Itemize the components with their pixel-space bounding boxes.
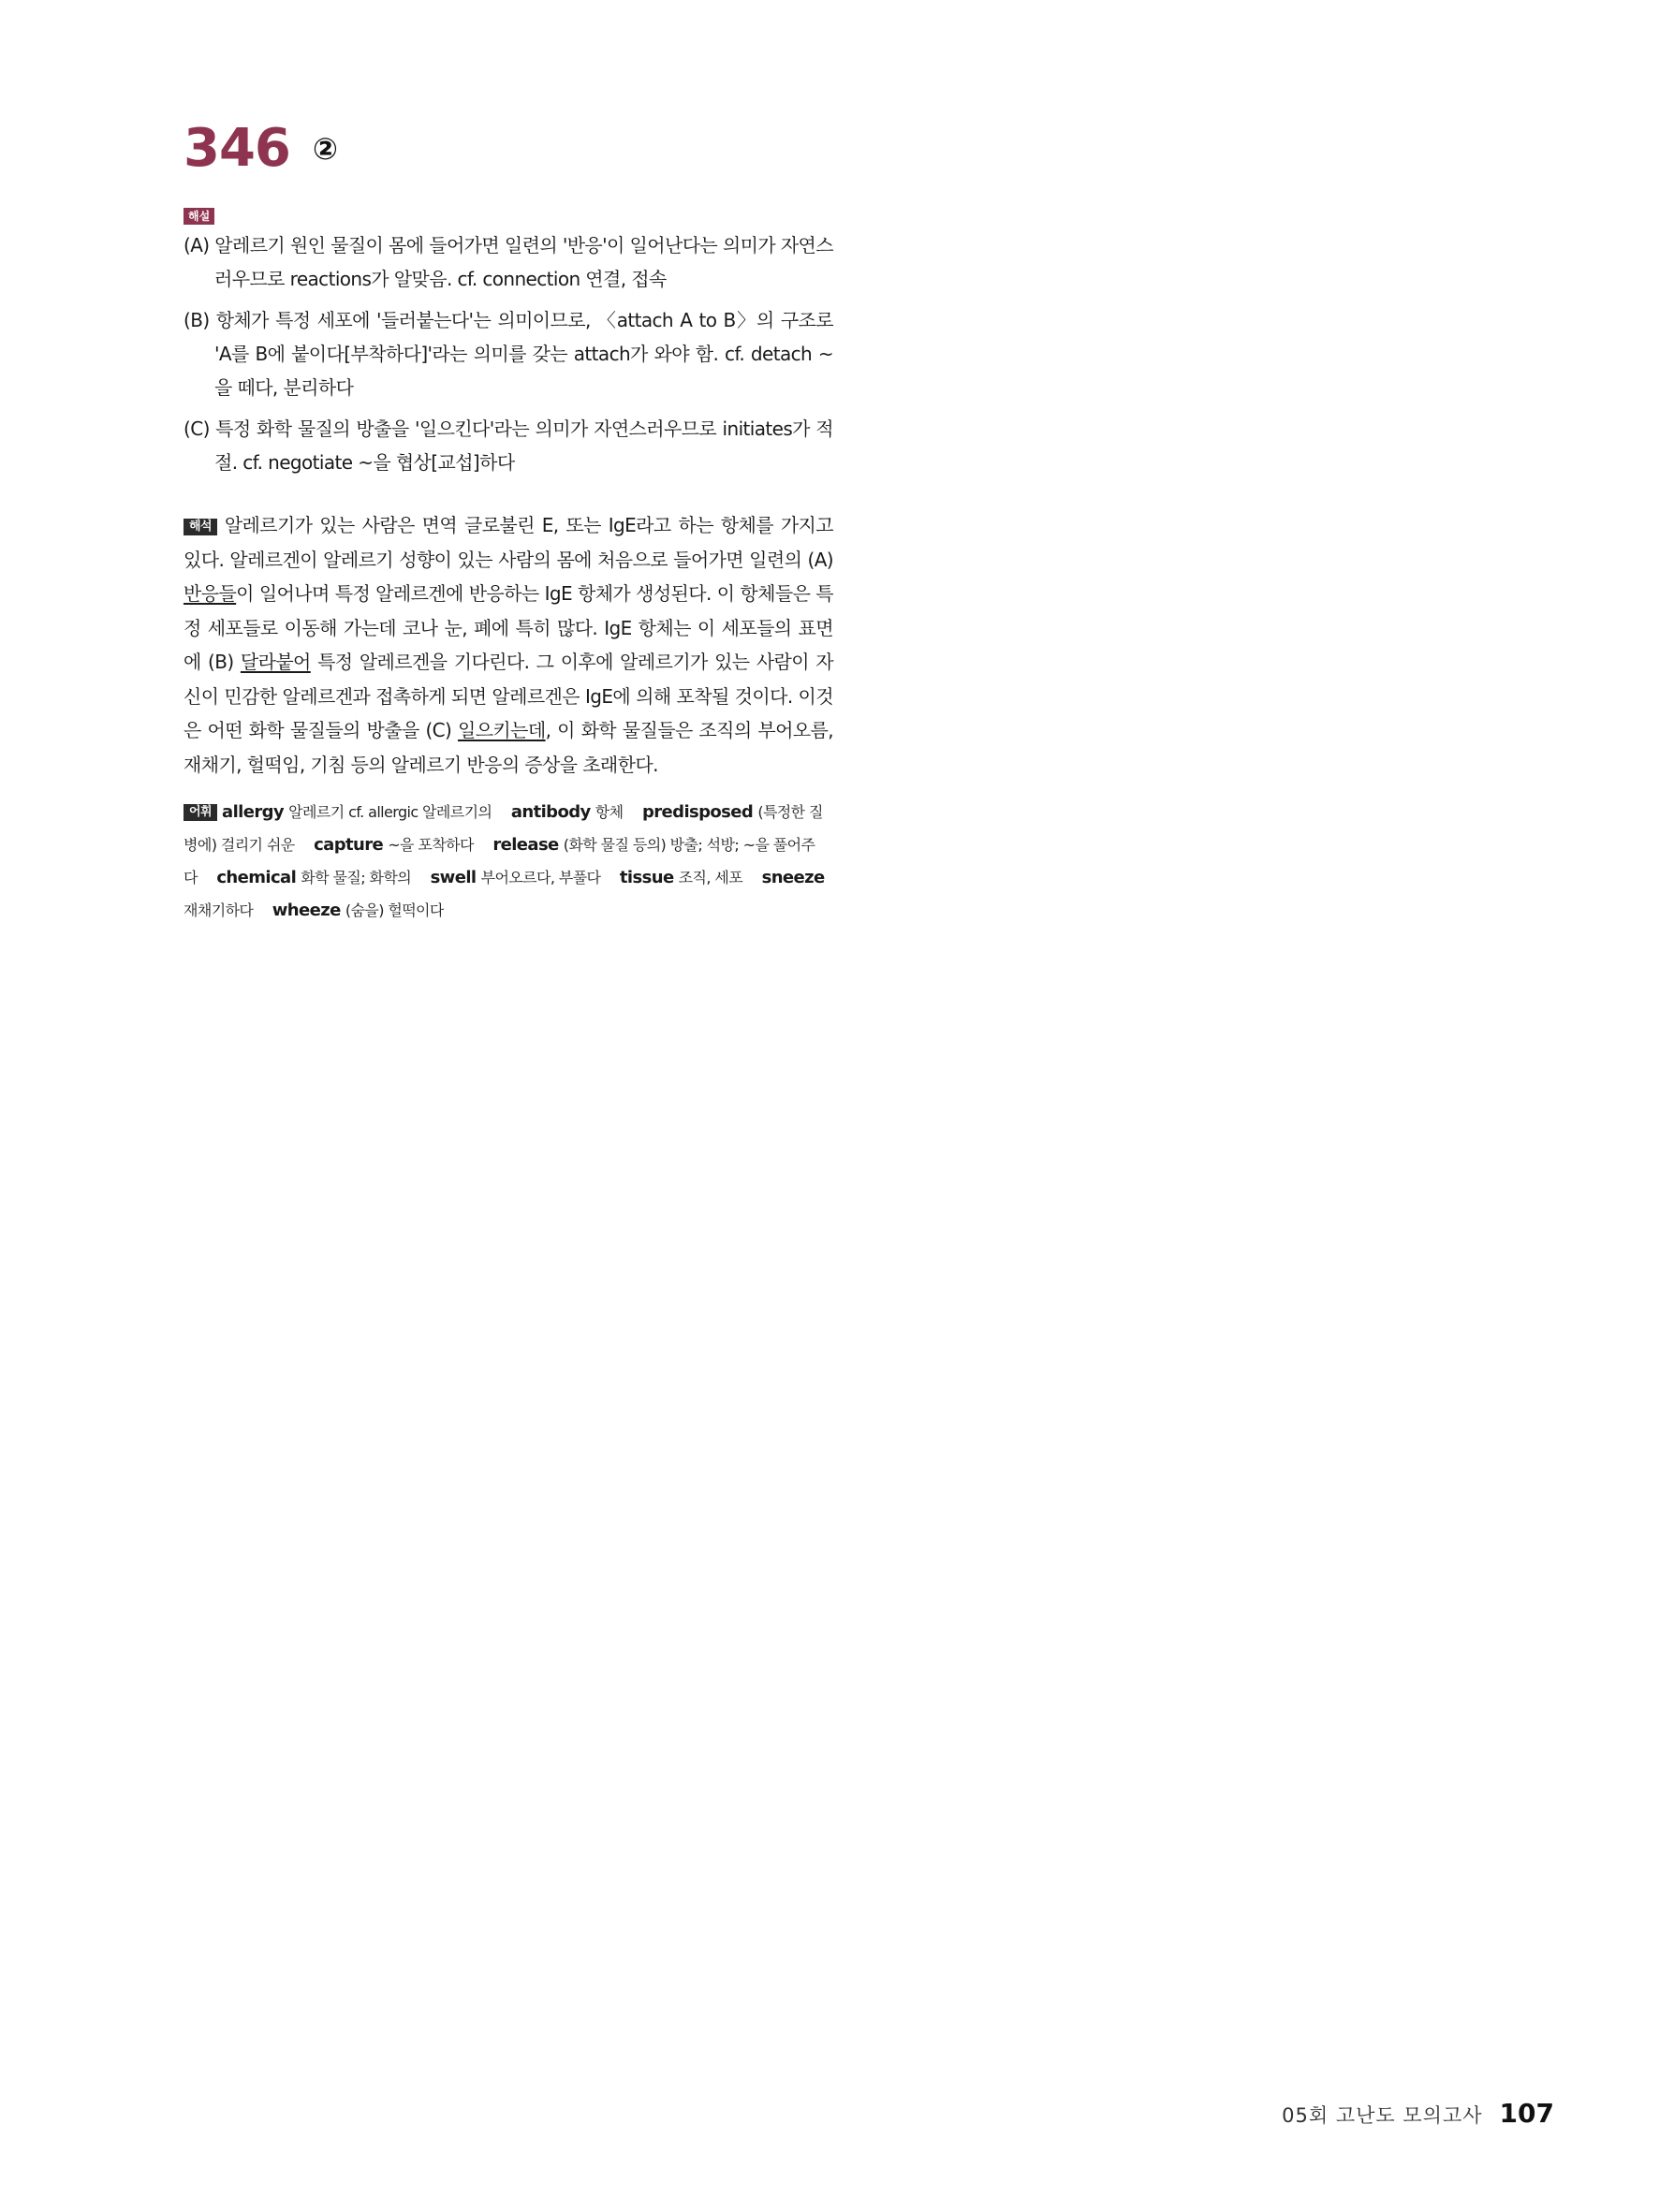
vocab-word: allergy xyxy=(222,802,285,822)
vocab-meaning: 부어오르다, 부풀다 xyxy=(480,869,601,886)
vocab-word: release xyxy=(492,835,559,855)
explanation-item-a: (A) 알레르기 원인 물질이 몸에 들어가면 일련의 '반응'이 일어난다는 의미가 자연스러우므로 reactions가 알맞음. cf. connection 연결, 접속 xyxy=(184,234,833,290)
explanation-item-b: (B) 항체가 특정 세포에 '들러붙는다'는 의미이므로, 〈attach A to B〉의 구조로 'A를 B에 붙이다[부착하다]'라는 의미를 갖는 attach가 와야 함. cf. detach ~을 떼다, 분리하다 xyxy=(184,309,833,399)
vocab-meaning: 조직, 세포 xyxy=(678,869,743,886)
underlined-answer-b: 달라붙어 xyxy=(240,651,311,673)
vocabulary-list xyxy=(184,796,833,927)
page-footer xyxy=(1282,2098,1554,2129)
vocab-word: tissue xyxy=(619,868,674,887)
translation-tag: 해석 xyxy=(184,519,217,535)
vocab-word: sneeze xyxy=(761,868,825,887)
vocab-word: wheeze xyxy=(272,901,341,920)
translation-text-2: 이 일어나며 특정 알레르겐에 반응하는 IgE 항체가 생성된다. 이 항체들은 특정 세포들로 이동해 가는데 코나 눈, 폐에 특히 많다. IgE 항체는 이 세포들의 표면에 (B) xyxy=(184,582,833,673)
vocab-word: capture xyxy=(314,835,384,855)
question-header xyxy=(184,118,338,179)
underlined-answer-a: 반응들 xyxy=(184,582,237,605)
footer-section-title: 05회 고난도 모의고사 xyxy=(1282,2104,1483,2127)
vocab-meaning: 화학 물질; 화학의 xyxy=(301,869,412,886)
vocab-meaning: ~을 포착하다 xyxy=(388,836,474,854)
vocab-meaning: (화학 물질 등의) 방출; 석방; ~을 풀어주다 xyxy=(184,836,815,886)
question-number: 346 xyxy=(184,118,290,179)
underlined-answer-c: 일으키는데 xyxy=(457,719,546,741)
explanation-item-c: (C) 특정 화학 물질의 방출을 '일으킨다'라는 의미가 자연스러우므로 initiates가 적절. cf. negotiate ~을 협상[교섭]하다 xyxy=(184,417,833,474)
explanation-tag: 해설 xyxy=(184,208,214,225)
vocab-meaning: 알레르기 cf. allergic 알레르기의 xyxy=(288,803,492,821)
vocab-meaning: (특정한 질병에) 걸리기 쉬운 xyxy=(184,803,823,854)
translation-text-1: 알레르기가 있는 사람은 면역 글로불린 E, 또는 IgE라고 하는 항체를 가지고 있다. 알레르겐이 알레르기 성향이 있는 사람의 몸에 처음으로 들어가면 일련의 (A) xyxy=(184,514,833,571)
vocab-word: predisposed xyxy=(641,802,754,822)
answer-mark: ② xyxy=(312,130,338,167)
vocab-meaning: 재채기하다 xyxy=(184,901,254,919)
vocab-meaning: 항체 xyxy=(595,803,624,821)
vocab-word: antibody xyxy=(510,802,591,822)
vocab-word: swell xyxy=(430,868,477,887)
translation-text-3: 특정 알레르겐을 기다린다. 그 이후에 알레르기가 있는 사람이 자신이 민감한 알레르겐과 접촉하게 되면 알레르겐은 IgE에 의해 포착될 것이다. 이것은 어떤 화학 물질들의 방출을 (C) xyxy=(184,651,834,741)
vocab-meaning: (숨을) 헐떡이다 xyxy=(345,901,444,919)
vocabulary-tag: 어휘 xyxy=(184,804,217,821)
vocab-word: chemical xyxy=(216,868,297,887)
translation-text-4: , 이 화학 물질들은 조직의 부어오름, 재채기, 헐떡임, 기침 등의 알레르기 반응의 증상을 초래한다. xyxy=(184,719,833,776)
page-number: 107 xyxy=(1499,2098,1554,2129)
translation-paragraph xyxy=(184,508,833,782)
explanation-list xyxy=(184,228,833,487)
